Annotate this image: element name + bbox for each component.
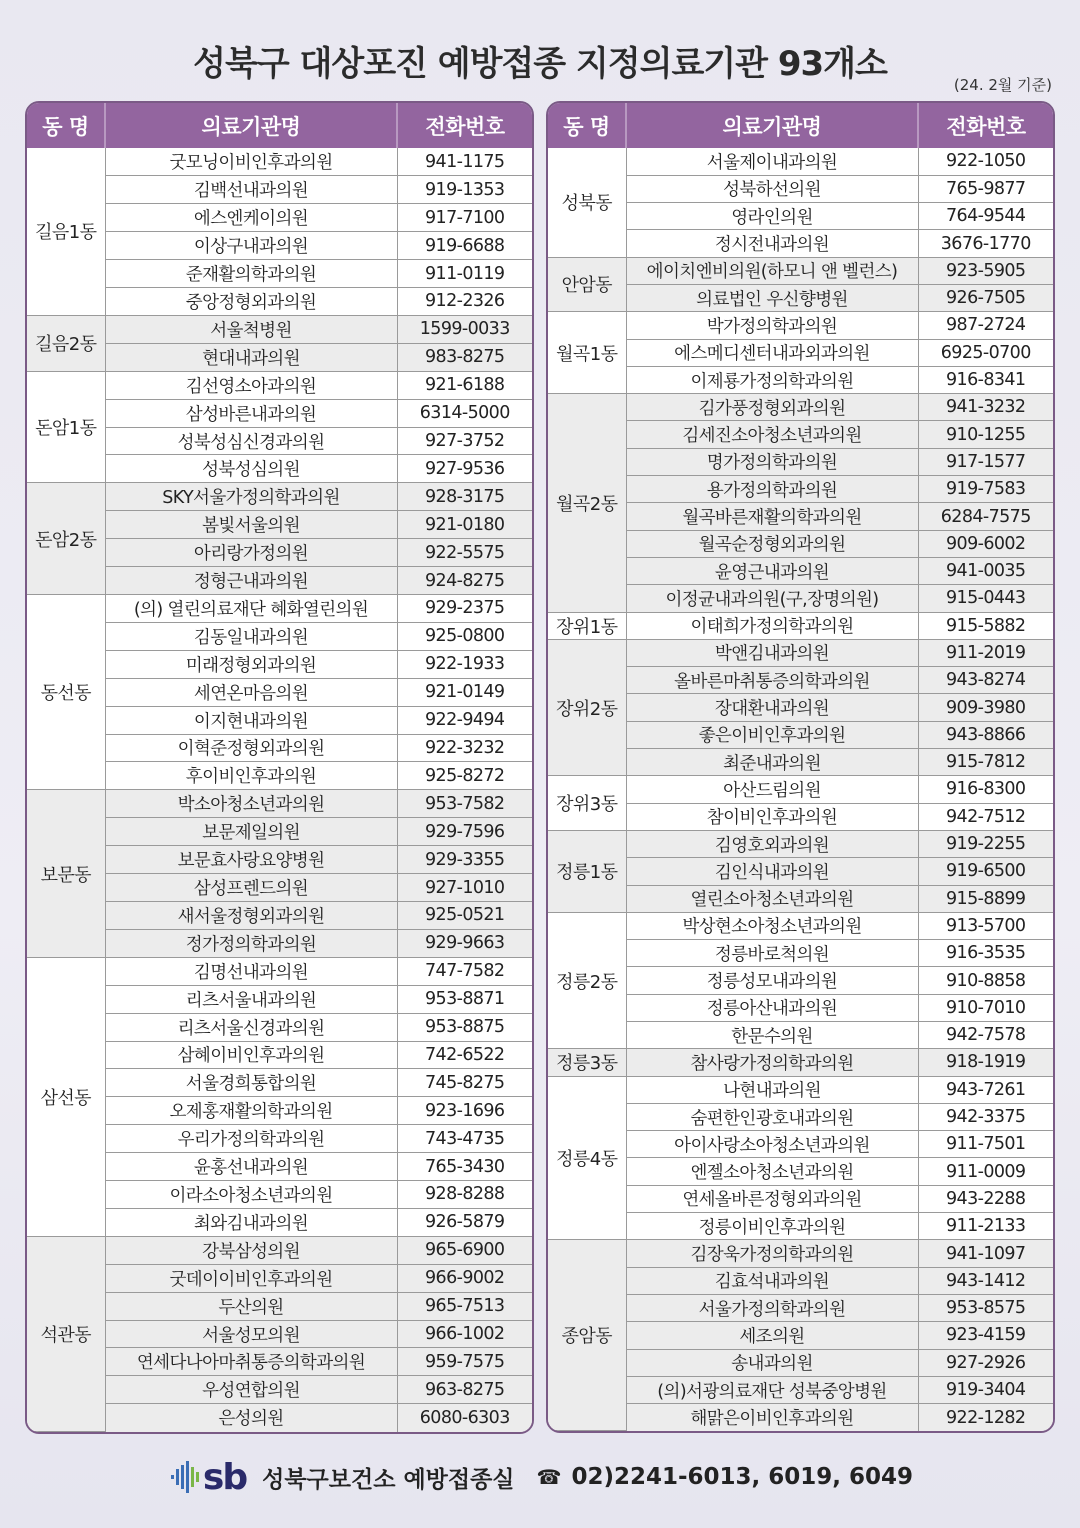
phone-number-cell: 909-6002: [918, 530, 1053, 557]
phone-number-cell: 919-6500: [918, 858, 1053, 885]
dong-name-cell: 월곡1동: [548, 312, 626, 394]
phone-number-cell: 927-9536: [397, 455, 532, 483]
clinic-name-cell: 송내과의원: [626, 1349, 918, 1376]
phone-number-cell: 910-8858: [918, 967, 1053, 994]
phone-number-cell: 927-3752: [397, 427, 532, 455]
phone-number-cell: 919-1353: [397, 176, 532, 204]
clinic-name-cell: (의) 열린의료재단 혜화열린의원: [105, 595, 397, 623]
clinic-name-cell: 참사랑가정의학과의원: [626, 1049, 918, 1076]
phone-number-cell: 6080-6303: [397, 1404, 532, 1432]
phone-number-cell: 923-4159: [918, 1322, 1053, 1349]
clinic-name-cell: 아산드림의원: [626, 776, 918, 803]
header-phone: 전화번호: [918, 103, 1053, 148]
phone-number-cell: 929-2375: [397, 595, 532, 623]
phone-number-cell: 3676-1770: [918, 230, 1053, 257]
phone-number-cell: 923-1696: [397, 1097, 532, 1125]
table-row: [548, 257, 1053, 284]
clinic-name-cell: 김장욱가정의학과의원: [626, 1240, 918, 1267]
phone-number-cell: 915-0443: [918, 585, 1053, 612]
dong-name-cell: 정릉3동: [548, 1049, 626, 1076]
phone-number-cell: 919-6688: [397, 232, 532, 260]
clinic-name-cell: 연세올바른정형외과의원: [626, 1185, 918, 1212]
telephone-icon: ☎: [536, 1465, 562, 1489]
clinic-name-cell: 봄빛서울의원: [105, 511, 397, 539]
header-dong: 동 명: [27, 103, 105, 148]
clinic-name-cell: 정릉이비인후과의원: [626, 1213, 918, 1240]
clinic-name-cell: 한문수의원: [626, 1022, 918, 1049]
phone-number-cell: 742-6522: [397, 1041, 532, 1069]
clinic-name-cell: 이정균내과의원(구,장명의원): [626, 585, 918, 612]
clinic-name-cell: 김백선내과의원: [105, 176, 397, 204]
phone-number-cell: 923-5905: [918, 257, 1053, 284]
phone-number-cell: 941-3232: [918, 394, 1053, 421]
clinic-name-cell: 김선영소아과의원: [105, 371, 397, 399]
table-row: [27, 957, 532, 985]
table-row: [548, 1240, 1053, 1267]
clinic-name-cell: 세연온마음의원: [105, 678, 397, 706]
phone-number-cell: 941-1175: [397, 148, 532, 176]
table-row: [27, 371, 532, 399]
clinic-name-cell: 후이비인후과의원: [105, 762, 397, 790]
dong-name-cell: 돈암1동: [27, 371, 105, 483]
phone-number-cell: 916-8341: [918, 366, 1053, 393]
phone-number-cell: 966-9002: [397, 1264, 532, 1292]
clinic-name-cell: 리츠서울내과의원: [105, 985, 397, 1013]
clinic-name-cell: 서울제이내과의원: [626, 148, 918, 175]
clinic-name-cell: 정릉성모내과의원: [626, 967, 918, 994]
clinic-name-cell: 에스메디센터내과외과의원: [626, 339, 918, 366]
clinic-name-cell: 성북성심신경과의원: [105, 427, 397, 455]
clinic-name-cell: 월곡바른재활의학과의원: [626, 503, 918, 530]
clinic-name-cell: 김세진소아청소년과의원: [626, 421, 918, 448]
phone-number-cell: 922-1933: [397, 650, 532, 678]
dong-name-cell: 길음1동: [27, 148, 105, 315]
clinic-name-cell: 나현내과의원: [626, 1076, 918, 1103]
phone-number-cell: 922-1282: [918, 1404, 1053, 1431]
dong-name-cell: 동선동: [27, 595, 105, 790]
dong-name-cell: 길음2동: [27, 315, 105, 371]
clinic-name-cell: 윤영근내과의원: [626, 557, 918, 584]
clinic-name-cell: 우성연합의원: [105, 1376, 397, 1404]
phone-number-cell: 928-8288: [397, 1181, 532, 1209]
phone-number-cell: 943-7261: [918, 1076, 1053, 1103]
phone-number-cell: 953-8575: [918, 1294, 1053, 1321]
clinic-name-cell: 준재활의학과의원: [105, 260, 397, 288]
phone-number-cell: 909-3980: [918, 694, 1053, 721]
phone-number-cell: 926-7505: [918, 284, 1053, 311]
header-phone: 전화번호: [397, 103, 532, 148]
seongbuk-logo: [167, 1457, 246, 1498]
table-row: [27, 483, 532, 511]
clinic-name-cell: 정릉바로척의원: [626, 940, 918, 967]
footer-organization: 성북구보건소 예방접종실: [262, 1466, 515, 1493]
header-clinic: 의료기관명: [626, 103, 918, 148]
clinic-name-cell: 에스엔케이의원: [105, 204, 397, 232]
phone-number-cell: 929-7596: [397, 818, 532, 846]
table-row: [27, 790, 532, 818]
phone-number-cell: 913-5700: [918, 912, 1053, 939]
phone-number-cell: 943-1412: [918, 1267, 1053, 1294]
clinic-name-cell: 김동일내과의원: [105, 622, 397, 650]
phone-number-cell: 925-8272: [397, 762, 532, 790]
clinic-name-cell: 리츠서울신경과의원: [105, 1013, 397, 1041]
phone-number-cell: 922-5575: [397, 539, 532, 567]
clinic-name-cell: 엔젤소아청소년과의원: [626, 1158, 918, 1185]
phone-number-cell: 922-9494: [397, 706, 532, 734]
phone-number-cell: 925-0521: [397, 901, 532, 929]
phone-number-cell: 927-2926: [918, 1349, 1053, 1376]
phone-number-cell: 765-9877: [918, 175, 1053, 202]
dong-name-cell: 월곡2동: [548, 394, 626, 612]
clinic-name-cell: 이태희가정의학과의원: [626, 612, 918, 639]
phone-number-cell: 747-7582: [397, 957, 532, 985]
clinic-name-cell: 정가정의학과의원: [105, 929, 397, 957]
clinic-name-cell: 미래정형외과의원: [105, 650, 397, 678]
footer-phone: 02)2241-6013, 6019, 6049: [571, 1464, 914, 1490]
clinic-name-cell: 김효석내과의원: [626, 1267, 918, 1294]
clinic-name-cell: 은성의원: [105, 1404, 397, 1432]
clinic-name-cell: 굿모닝이비인후과의원: [105, 148, 397, 176]
clinic-name-cell: 박소아청소년과의원: [105, 790, 397, 818]
phone-number-cell: 921-6188: [397, 371, 532, 399]
table-header-row: [548, 103, 1053, 148]
clinic-name-cell: 성북성심의원: [105, 455, 397, 483]
clinic-name-cell: 의료법인 우신향병원: [626, 284, 918, 311]
clinic-name-cell: 새서울정형외과의원: [105, 901, 397, 929]
table-row: [548, 639, 1053, 666]
clinic-name-cell: 영라인의원: [626, 203, 918, 230]
clinic-name-cell: 정릉아산내과의원: [626, 994, 918, 1021]
clinic-name-cell: 서울성모의원: [105, 1320, 397, 1348]
phone-number-cell: 919-7583: [918, 476, 1053, 503]
clinic-name-cell: 이상구내과의원: [105, 232, 397, 260]
phone-number-cell: 983-8275: [397, 343, 532, 371]
phone-number-cell: 928-3175: [397, 483, 532, 511]
phone-number-cell: 912-2326: [397, 288, 532, 316]
clinic-name-cell: 이제룡가정의학과의원: [626, 366, 918, 393]
clinic-name-cell: 현대내과의원: [105, 343, 397, 371]
clinic-name-cell: 보문효사랑요양병원: [105, 846, 397, 874]
phone-number-cell: 924-8275: [397, 567, 532, 595]
phone-number-cell: 919-3404: [918, 1376, 1053, 1403]
phone-number-cell: 943-8274: [918, 667, 1053, 694]
dong-name-cell: 장위1동: [548, 612, 626, 639]
phone-number-cell: 916-3535: [918, 940, 1053, 967]
clinic-name-cell: 서울척병원: [105, 315, 397, 343]
phone-number-cell: 942-7578: [918, 1022, 1053, 1049]
clinic-name-cell: 삼성바른내과의원: [105, 399, 397, 427]
clinic-name-cell: 세조의원: [626, 1322, 918, 1349]
clinic-name-cell: 연세다나아마취통증의학과의원: [105, 1348, 397, 1376]
clinic-name-cell: 용가정의학과의원: [626, 476, 918, 503]
clinic-name-cell: 김인식내과의원: [626, 858, 918, 885]
phone-number-cell: 743-4735: [397, 1125, 532, 1153]
clinic-name-cell: 김가풍정형외과의원: [626, 394, 918, 421]
table-row: [548, 312, 1053, 339]
clinic-name-cell: 삼성프렌드의원: [105, 874, 397, 902]
phone-number-cell: 911-2019: [918, 639, 1053, 666]
dong-name-cell: 보문동: [27, 790, 105, 957]
phone-number-cell: 911-0119: [397, 260, 532, 288]
phone-number-cell: 965-7513: [397, 1292, 532, 1320]
phone-number-cell: 915-5882: [918, 612, 1053, 639]
footer: [0, 1455, 1080, 1499]
clinic-name-cell: 박가정의학과의원: [626, 312, 918, 339]
clinic-name-cell: 서울경희통합의원: [105, 1069, 397, 1097]
table-row: [27, 1236, 532, 1264]
phone-number-cell: 922-3232: [397, 734, 532, 762]
phone-number-cell: 911-7501: [918, 1131, 1053, 1158]
clinic-name-cell: 성북하선의원: [626, 175, 918, 202]
clinic-name-cell: 박상현소아청소년과의원: [626, 912, 918, 939]
phone-number-cell: 921-0180: [397, 511, 532, 539]
clinic-name-cell: 최준내과의원: [626, 749, 918, 776]
header-clinic: 의료기관명: [105, 103, 397, 148]
phone-number-cell: 917-7100: [397, 204, 532, 232]
dong-name-cell: 종암동: [548, 1240, 626, 1431]
clinic-name-cell: 강북삼성의원: [105, 1236, 397, 1264]
phone-number-cell: 963-8275: [397, 1376, 532, 1404]
clinic-name-cell: 올바른마취통증의학과의원: [626, 667, 918, 694]
clinic-name-cell: 아리랑가정의원: [105, 539, 397, 567]
dong-name-cell: 돈암2동: [27, 483, 105, 595]
phone-number-cell: 953-8871: [397, 985, 532, 1013]
dong-name-cell: 장위3동: [548, 776, 626, 831]
phone-number-cell: 942-3375: [918, 1103, 1053, 1130]
phone-number-cell: 941-1097: [918, 1240, 1053, 1267]
phone-number-cell: 911-0009: [918, 1158, 1053, 1185]
phone-number-cell: 6284-7575: [918, 503, 1053, 530]
table-row: [548, 830, 1053, 857]
phone-number-cell: 910-1255: [918, 421, 1053, 448]
clinic-name-cell: 이라소아청소년과의원: [105, 1181, 397, 1209]
dong-name-cell: 정릉4동: [548, 1076, 626, 1240]
phone-number-cell: 6314-5000: [397, 399, 532, 427]
clinic-name-cell: SKY서울가정의학과의원: [105, 483, 397, 511]
phone-number-cell: 921-0149: [397, 678, 532, 706]
phone-number-cell: 910-7010: [918, 994, 1053, 1021]
clinic-name-cell: 명가정의학과의원: [626, 448, 918, 475]
logo-mark-icon: [167, 1457, 201, 1497]
clinic-name-cell: 오제홍재활의학과의원: [105, 1097, 397, 1125]
clinic-name-cell: 참이비인후과의원: [626, 803, 918, 830]
clinic-name-cell: 김명선내과의원: [105, 957, 397, 985]
clinic-name-cell: 월곡순정형외과의원: [626, 530, 918, 557]
table-row: [27, 595, 532, 623]
phone-number-cell: 6925-0700: [918, 339, 1053, 366]
phone-number-cell: 745-8275: [397, 1069, 532, 1097]
clinic-table-right: [546, 101, 1055, 1433]
clinic-name-cell: 이혁준정형외과의원: [105, 734, 397, 762]
table-row: [548, 394, 1053, 421]
phone-number-cell: 915-7812: [918, 749, 1053, 776]
phone-number-cell: 927-1010: [397, 874, 532, 902]
phone-number-cell: 929-9663: [397, 929, 532, 957]
clinic-name-cell: 에이치엔비의원(하모니 앤 벨런스): [626, 257, 918, 284]
table-row: [27, 148, 532, 176]
table-row: [548, 776, 1053, 803]
table-row: [548, 1076, 1053, 1103]
page-title: 성북구 대상포진 예방접종 지정의료기관 93개소: [193, 44, 887, 84]
clinic-name-cell: 보문제일의원: [105, 818, 397, 846]
clinic-name-cell: 중앙정형외과의원: [105, 288, 397, 316]
phone-number-cell: 942-7512: [918, 803, 1053, 830]
clinic-name-cell: 박앤김내과의원: [626, 639, 918, 666]
phone-number-cell: 922-1050: [918, 148, 1053, 175]
dong-name-cell: 삼선동: [27, 957, 105, 1236]
phone-number-cell: 987-2724: [918, 312, 1053, 339]
table-row: [548, 912, 1053, 939]
clinic-name-cell: (의)서광의료재단 성북중앙병원: [626, 1376, 918, 1403]
clinic-name-cell: 윤홍선내과의원: [105, 1153, 397, 1181]
dong-name-cell: 성북동: [548, 148, 626, 257]
clinic-name-cell: 아이사랑소아청소년과의원: [626, 1131, 918, 1158]
phone-number-cell: 941-0035: [918, 557, 1053, 584]
phone-number-cell: 918-1919: [918, 1049, 1053, 1076]
phone-number-cell: 953-7582: [397, 790, 532, 818]
dong-name-cell: 정릉2동: [548, 912, 626, 1048]
dong-name-cell: 석관동: [27, 1236, 105, 1431]
clinic-name-cell: 삼혜이비인후과의원: [105, 1041, 397, 1069]
phone-number-cell: 959-7575: [397, 1348, 532, 1376]
phone-number-cell: 915-8899: [918, 885, 1053, 912]
phone-number-cell: 926-5879: [397, 1208, 532, 1236]
clinic-name-cell: 이지현내과의원: [105, 706, 397, 734]
clinic-name-cell: 굿데이이비인후과의원: [105, 1264, 397, 1292]
clinic-name-cell: 열린소아청소년과의원: [626, 885, 918, 912]
phone-number-cell: 943-2288: [918, 1185, 1053, 1212]
phone-number-cell: 925-0800: [397, 622, 532, 650]
logo-text: sb: [202, 1456, 247, 1498]
phone-number-cell: 966-1002: [397, 1320, 532, 1348]
clinic-table-left: [25, 101, 534, 1434]
phone-number-cell: 943-8866: [918, 721, 1053, 748]
clinic-name-cell: 김영호외과의원: [626, 830, 918, 857]
phone-number-cell: 911-2133: [918, 1213, 1053, 1240]
table-row: [27, 315, 532, 343]
header-dong: 동 명: [548, 103, 626, 148]
phone-number-cell: 965-6900: [397, 1236, 532, 1264]
table-row: [548, 1049, 1053, 1076]
clinic-name-cell: 좋은이비인후과의원: [626, 721, 918, 748]
clinic-name-cell: 최와김내과의원: [105, 1208, 397, 1236]
clinic-name-cell: 숨편한인광호내과의원: [626, 1103, 918, 1130]
phone-number-cell: 929-3355: [397, 846, 532, 874]
clinic-name-cell: 정시전내과의원: [626, 230, 918, 257]
clinic-name-cell: 해맑은이비인후과의원: [626, 1404, 918, 1431]
table-row: [548, 612, 1053, 639]
table-header-row: [27, 103, 532, 148]
table-row: [548, 148, 1053, 175]
clinic-name-cell: 정형근내과의원: [105, 567, 397, 595]
dong-name-cell: 정릉1동: [548, 830, 626, 912]
clinic-name-cell: 서울가정의학과의원: [626, 1294, 918, 1321]
phone-number-cell: 919-2255: [918, 830, 1053, 857]
clinic-name-cell: 두산의원: [105, 1292, 397, 1320]
clinic-name-cell: 우리가정의학과의원: [105, 1125, 397, 1153]
date-note: (24. 2월 기준): [953, 76, 1052, 94]
phone-number-cell: 1599-0033: [397, 315, 532, 343]
phone-number-cell: 765-3430: [397, 1153, 532, 1181]
dong-name-cell: 장위2동: [548, 639, 626, 775]
dong-name-cell: 안암동: [548, 257, 626, 312]
phone-number-cell: 953-8875: [397, 1013, 532, 1041]
phone-number-cell: 917-1577: [918, 448, 1053, 475]
phone-number-cell: 916-8300: [918, 776, 1053, 803]
phone-number-cell: 764-9544: [918, 203, 1053, 230]
clinic-name-cell: 장대환내과의원: [626, 694, 918, 721]
